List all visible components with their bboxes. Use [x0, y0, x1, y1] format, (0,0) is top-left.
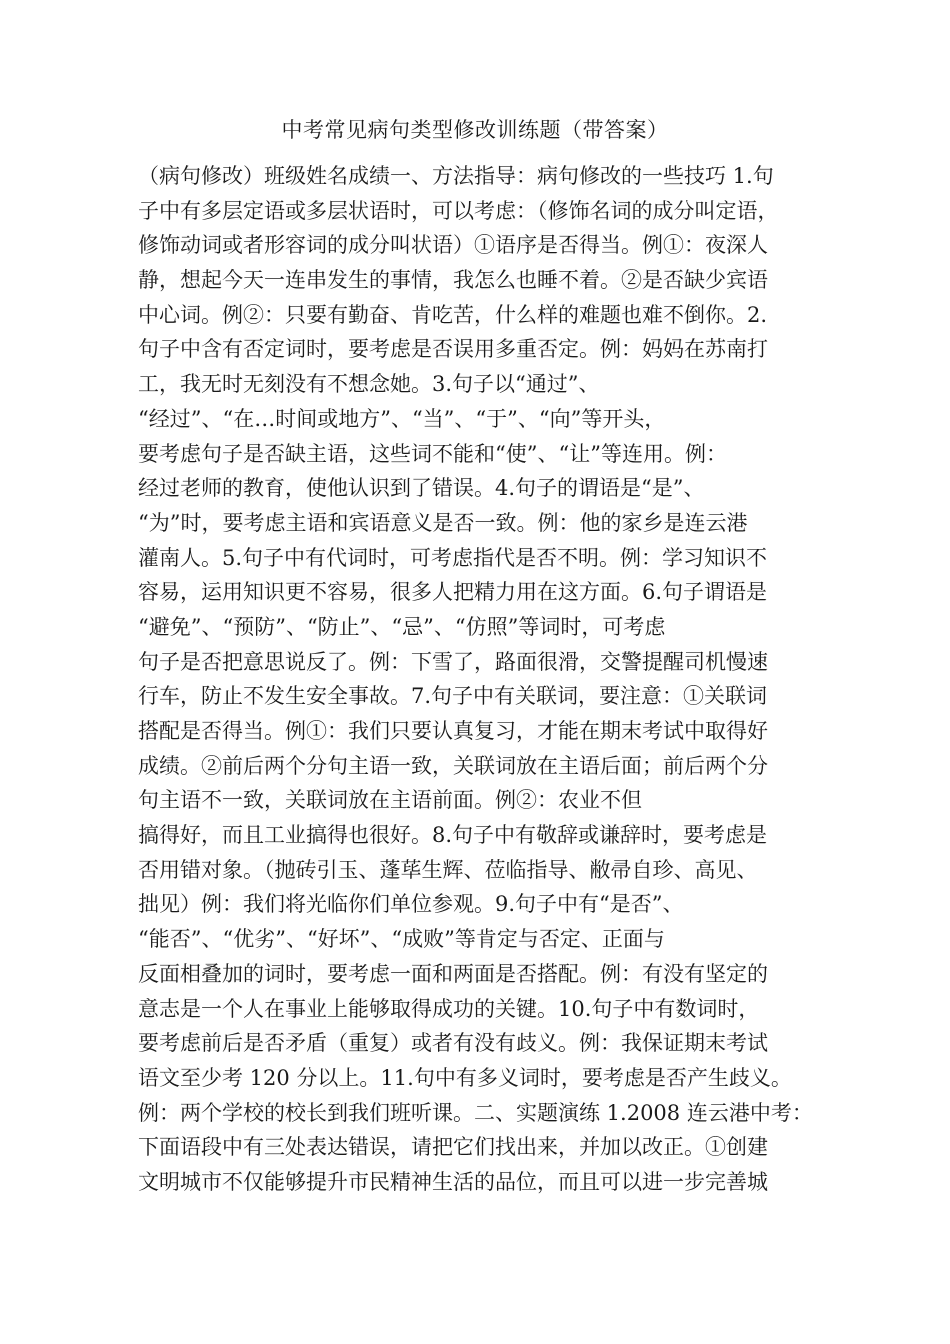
body-line: 修饰动词或者形容词的成分叫状语）①语序是否得当。例①：夜深人	[138, 233, 768, 258]
body-line: 静，想起今天一连串发生的事情，我怎么也睡不着。②是否缺少宾语	[138, 268, 768, 293]
body-line: 例：两个学校的校长到我们班听课。二、实题演练 1.2008 连云港中考：	[138, 1100, 813, 1125]
body-line: 拙见）例：我们将光临你们单位参观。9.句子中有“是否”、	[138, 892, 684, 917]
body-line: 反面相叠加的词时，要考虑一面和两面是否搭配。例：有没有坚定的	[138, 961, 768, 986]
body-line: 容易，运用知识更不容易，很多人把精力用在这方面。6.句子谓语是	[138, 580, 768, 605]
body-line: 行车，防止不发生安全事故。7.句子中有关联词，要注意：①关联词	[138, 684, 768, 709]
body-line: 中心词。例②：只要有勤奋、肯吃苦，什么样的难题也难不倒你。2.	[138, 302, 768, 327]
body-line: 语文至少考 120 分以上。11.句中有多义词时，要考虑是否产生歧义。	[138, 1065, 792, 1090]
body-line: 意志是一个人在事业上能够取得成功的关键。10.句子中有数词时，	[138, 996, 760, 1021]
body-line: 要考虑前后是否矛盾（重复）或者有没有歧义。例：我保证期末考试	[138, 1031, 768, 1056]
document-title: 中考常见病句类型修改训练题（带答案）	[281, 118, 669, 142]
body-line: “能否”、“优劣”、“好坏”、“成败”等肯定与否定、正面与	[138, 927, 665, 952]
body-line: 灌南人。5.句子中有代词时，可考虑指代是否不明。例：学习知识不	[138, 545, 768, 570]
body-line: 经过老师的教育，使他认识到了错误。4.句子的谓语是“是”、	[138, 476, 705, 501]
body-line: （病句修改）班级姓名成绩一、方法指导：病句修改的一些技巧 1.句	[138, 164, 774, 188]
body-line: “经过”、“在…时间或地方”、“当”、“于”、“向”等开头，	[138, 406, 666, 431]
body-line: 句子中含有否定词时，要考虑是否误用多重否定。例：妈妈在苏南打	[138, 337, 768, 362]
body-line: 句主语不一致，关联词放在主语前面。例②：农业不但	[138, 788, 642, 813]
document-body	[138, 159, 838, 1200]
body-line: 搞得好，而且工业搞得也很好。8.句子中有敬辞或谦辞时，要考虑是	[138, 823, 768, 848]
body-line: 文明城市不仅能够提升市民精神生活的品位，而且可以进一步完善城	[138, 1169, 768, 1194]
body-line: 下面语段中有三处表达错误，请把它们找出来，并加以改正。①创建	[138, 1135, 768, 1160]
body-line: “为”时，要考虑主语和宾语意义是否一致。例：他的家乡是连云港	[138, 510, 748, 535]
body-line: 成绩。②前后两个分句主语一致，关联词放在主语后面；前后两个分	[138, 753, 768, 778]
body-line: “避免”、“预防”、“防止”、“忌”、“仿照”等词时，可考虑	[138, 614, 666, 639]
body-line: 要考虑句子是否缺主语，这些词不能和“使”、“让”等连用。例：	[138, 441, 727, 466]
body-line: 工，我无时无刻没有不想念她。3.句子以“通过”、	[138, 372, 600, 397]
body-line: 句子是否把意思说反了。例：下雪了，路面很滑，交警提醒司机慢速	[138, 649, 768, 674]
body-line: 子中有多层定语或多层状语时，可以考虑：（修饰名词的成分叫定语，	[138, 198, 779, 223]
body-line: 否用错对象。（抛砖引玉、蓬荜生辉、莅临指导、敝帚自珍、高见、	[138, 857, 758, 882]
body-line: 搭配是否得当。例①：我们只要认真复习，才能在期末考试中取得好	[138, 719, 768, 743]
